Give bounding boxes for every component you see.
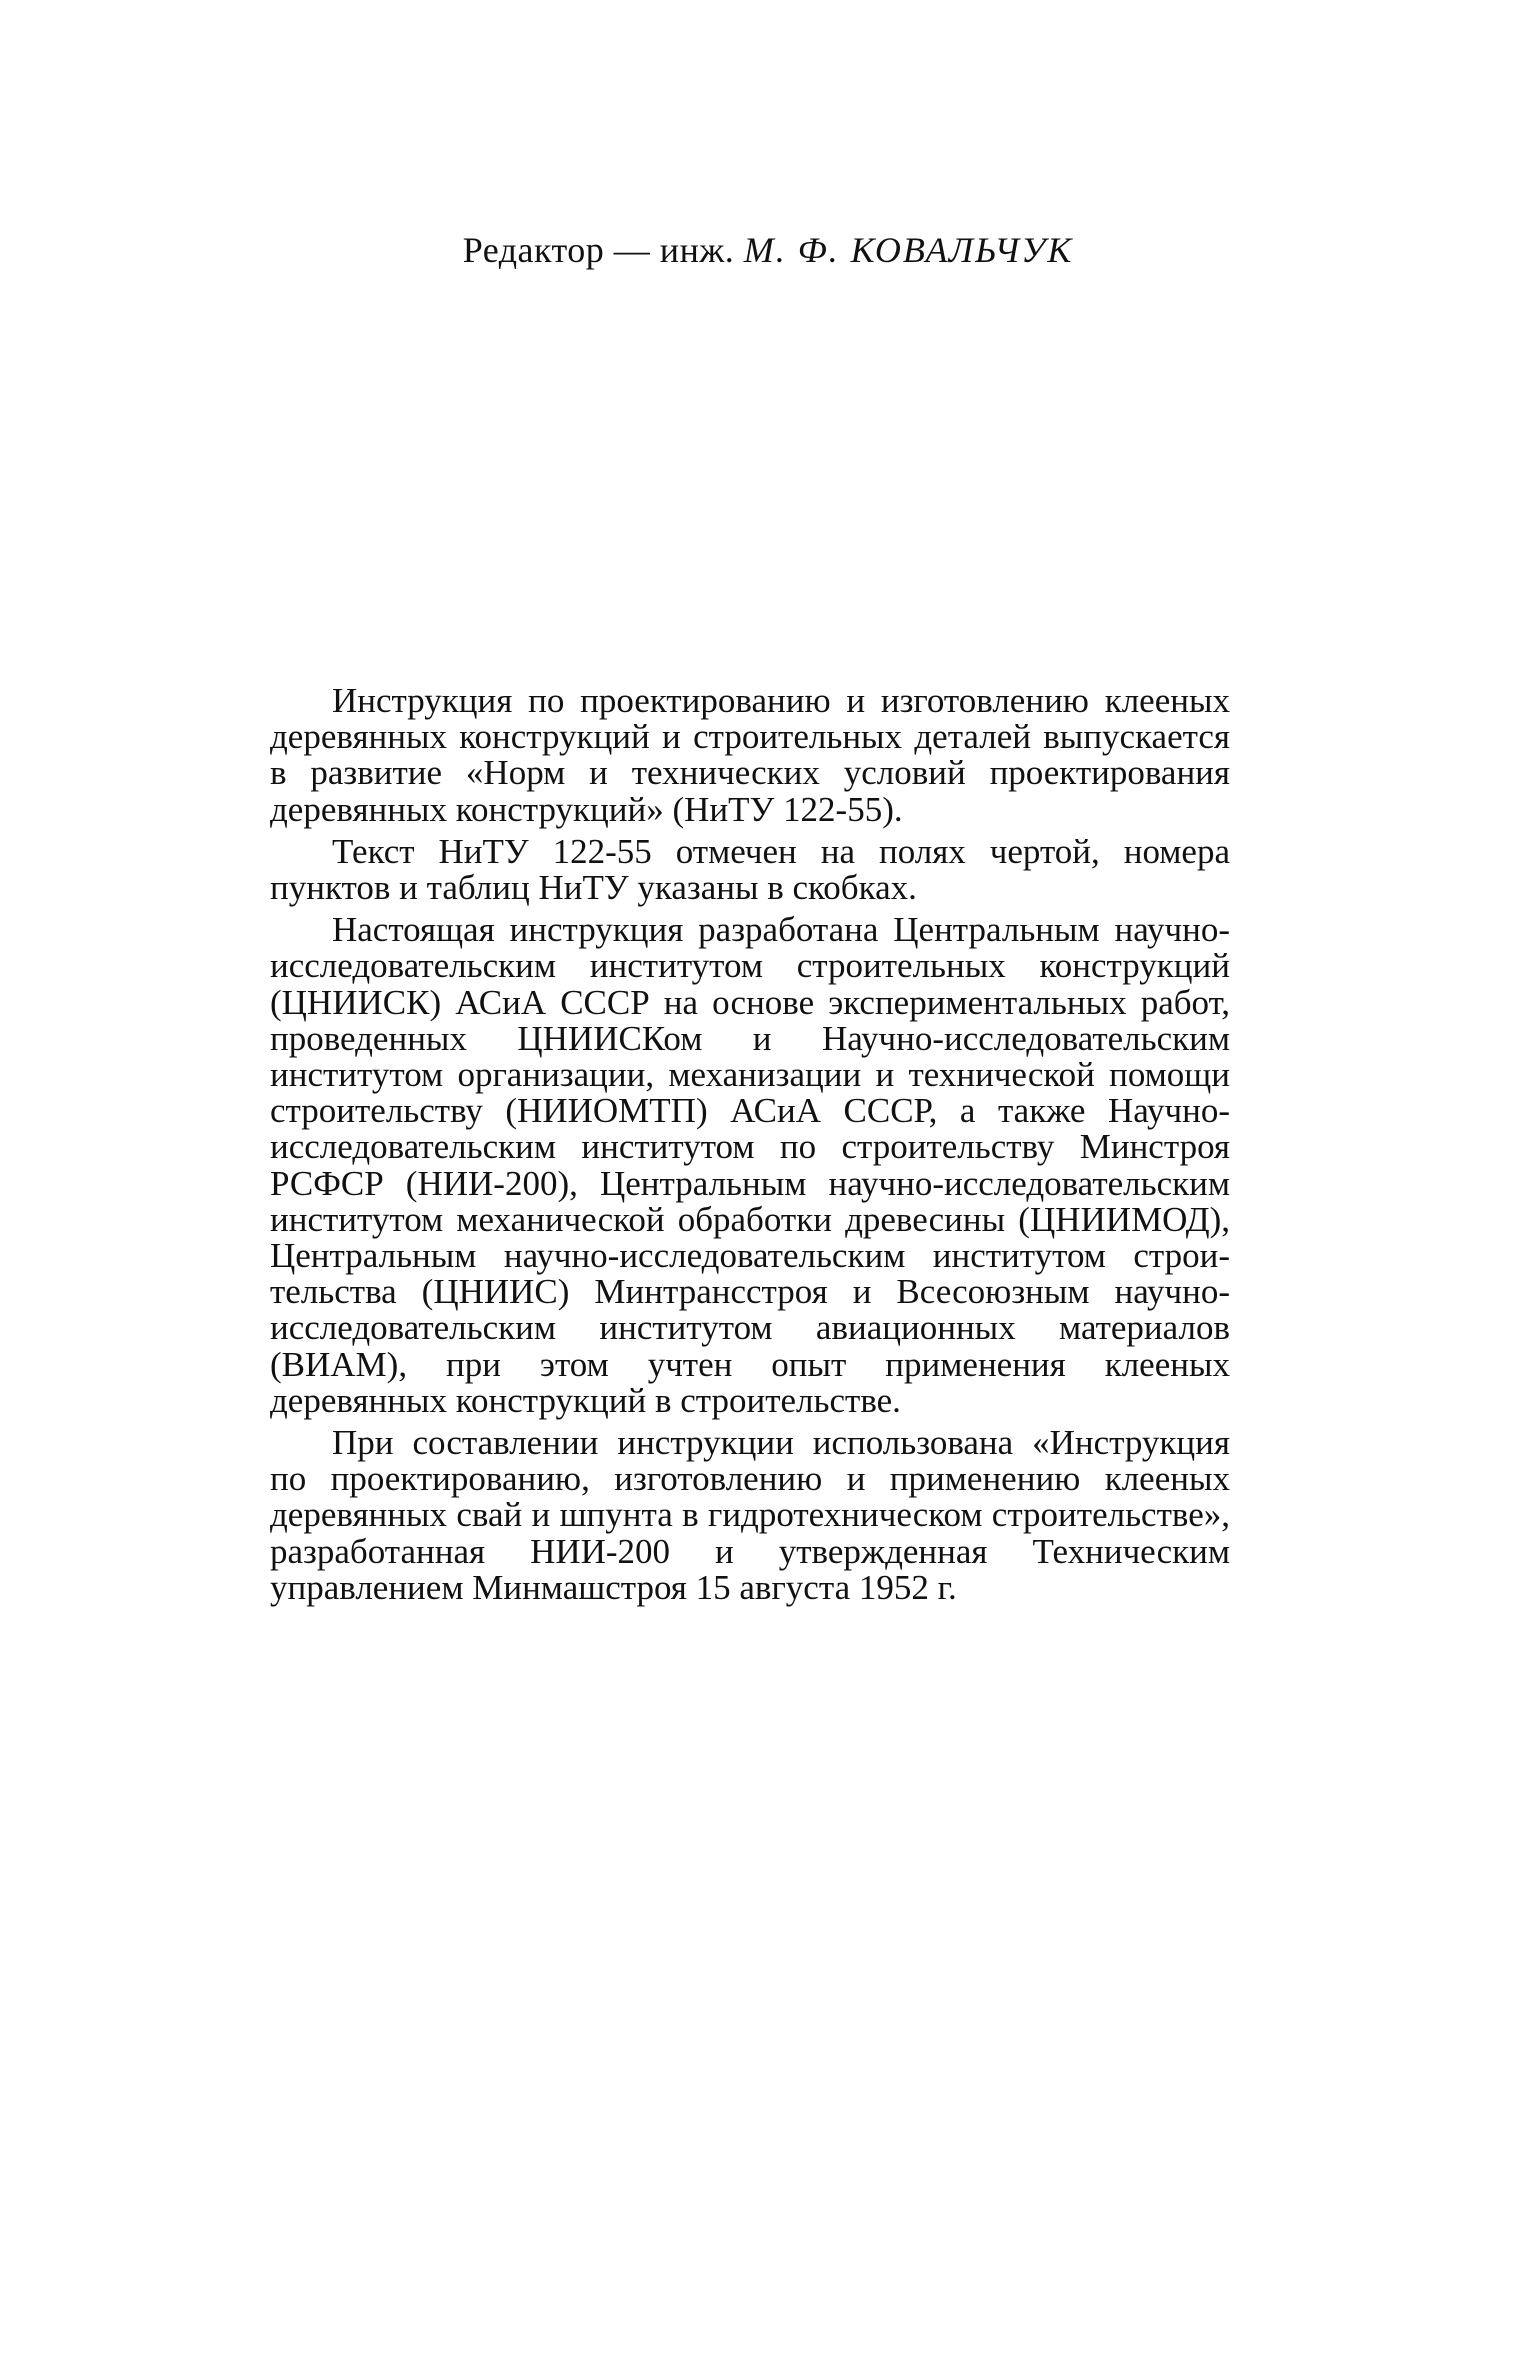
paragraph-sources: При составлении инструкции использована «Инструкция по проектированию, изготовлению и применению клееных деревянных свай и шпунта в гидротехническом строительстве», разработанная НИИ-200 и утвержденная Техническим управлением Минмашстроя 15 августа 1952 г. xyxy=(270,1423,1230,1607)
paragraph-nitu-note: Текст НиТУ 122-55 отмечен на полях чертой, номера пунктов и таблиц НиТУ указаны в скобках. xyxy=(270,831,1230,908)
editor-credit xyxy=(0,228,1536,272)
editor-name: М. Ф. КОВАЛЬЧУК xyxy=(743,230,1074,270)
paragraph-purpose: Инструкция по проектированию и изготовлению клееных деревянных конструкций и строительных деталей выпускается в развитие «Норм и технических условий проектирования деревянных конструкций» (НиТУ 122-55). xyxy=(270,681,1230,829)
paragraph-developers: Настоящая инструкция разработана Центральным научно-исследовательским институтом строительных конструкций (ЦНИИСК) АСиА СССР на основе экспериментальных работ, проведенных ЦНИИСКом и Научно-исследовательским институтом организации, механизации и технической помощи строительству (НИИОМТП) АСиА СССР, а также Научно-исследовательским институтом по строительству Минстроя РСФСР (НИИ-200), Центральным научно-исследовательским институтом механической обработки древесины (ЦНИИМОД), Центральным научно-исследовательским институтом строительства (ЦНИИС) Минтрансстроя и Всесоюзным научно-исследовательским институтом авиационных материалов (ВИАМ), при этом учтен опыт применения клееных деревянных конструкций в строительстве. xyxy=(270,910,1230,1420)
editor-label: Редактор — инж. xyxy=(462,230,735,270)
foreword-text xyxy=(270,683,1230,1606)
